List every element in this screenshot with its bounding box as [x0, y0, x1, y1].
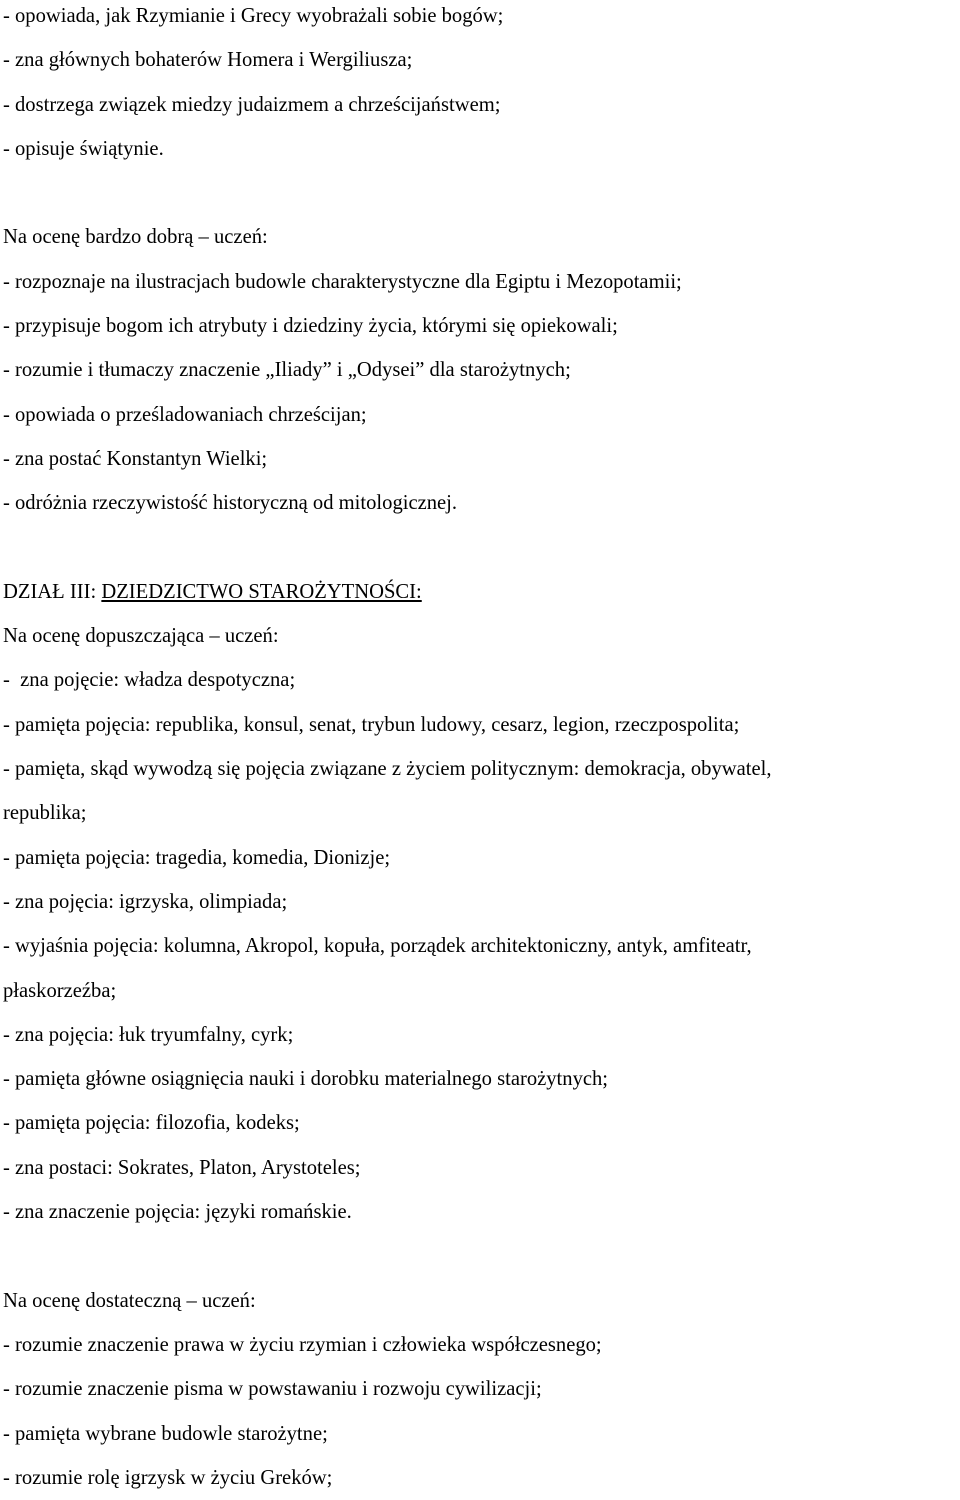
list-item: - rozpoznaje na ilustracjach budowle charakterystyczne dla Egiptu i Mezopotamii; — [3, 270, 682, 293]
list-item: - pamięta wybrane budowle starożytne; — [3, 1422, 328, 1445]
list-item: republika; — [3, 802, 87, 825]
list-item: - opowiada, jak Rzymianie i Grecy wyobrażali sobie bogów; — [3, 5, 504, 27]
spacer — [3, 171, 958, 215]
list-item: - opisuje świątynie. — [3, 137, 164, 160]
list-item: - zna pojęcie: władza despotyczna; — [3, 669, 296, 692]
list-item: - pamięta pojęcia: republika, konsul, senat, trybun ludowy, cesarz, legion, rzeczpospolita; — [3, 713, 740, 736]
section-label: DZIAŁ III: — [3, 580, 102, 603]
list-item: - przypisuje bogom ich atrybuty i dziedziny życia, którymi się opiekowali; — [3, 315, 618, 338]
spacer — [3, 1234, 958, 1278]
grade-heading: Na ocenę dostateczną – uczeń: — [3, 1289, 256, 1312]
section1-tail-list — [3, 0, 958, 171]
list-item: - pamięta, skąd wywodzą się pojęcia związane z życiem politycznym: demokracja, obywatel, — [3, 758, 772, 781]
list-item: - wyjaśnia pojęcia: kolumna, Akropol, kopuła, porządek architektoniczny, antyk, amfiteatr, — [3, 935, 752, 958]
list-item: - zna pojęcia: igrzyska, olimpiada; — [3, 890, 288, 913]
list-item: - rozumie i tłumaczy znaczenie „Iliady” i „Odysei” dla starożytnych; — [3, 359, 571, 382]
grade-heading: Na ocenę dopuszczająca – uczeń: — [3, 625, 279, 648]
grade-heading: Na ocenę bardzo dobrą – uczeń: — [3, 226, 268, 249]
list-item: - rozumie rolę igrzysk w życiu Greków; — [3, 1466, 333, 1489]
list-item: płaskorzeźba; — [3, 979, 117, 1002]
list-item: - pamięta pojęcia: filozofia, kodeks; — [3, 1112, 300, 1135]
list-item: - dostrzega związek miedzy judaizmem a chrześcijaństwem; — [3, 93, 501, 116]
list-item: - zna pojęcia: łuk tryumfalny, cyrk; — [3, 1023, 294, 1046]
list-item: - zna znaczenie pojęcia: języki romańskie. — [3, 1201, 352, 1224]
spacer — [3, 526, 958, 570]
list-item: - zna postaci: Sokrates, Platon, Arystoteles; — [3, 1156, 361, 1179]
list-item: - pamięta główne osiągnięcia nauki i dorobku materialnego starożytnych; — [3, 1068, 609, 1091]
grade-satisfactory-section — [3, 1279, 958, 1500]
list-item: - zna głównych bohaterów Homera i Wergiliusza; — [3, 49, 413, 72]
list-item: - rozumie znaczenie pisma w powstawaniu i rozwoju cywilizacji; — [3, 1378, 542, 1401]
grade-very-good-section — [3, 215, 958, 525]
document-page — [3, 0, 958, 1500]
list-item: - opowiada o prześladowaniach chrześcijan; — [3, 403, 367, 426]
section-heading — [3, 570, 958, 614]
list-item: - zna postać Konstantyn Wielki; — [3, 447, 268, 470]
section-title: DZIEDZICTWO STAROŻYTNOŚCI: — [101, 580, 422, 603]
list-item: - pamięta pojęcia: tragedia, komedia, Dionizje; — [3, 846, 391, 869]
grade-sufficient-section — [3, 614, 958, 1234]
list-item: - odróżnia rzeczywistość historyczną od mitologicznej. — [3, 492, 458, 515]
list-item: - rozumie znaczenie prawa w życiu rzymian i człowieka współczesnego; — [3, 1333, 602, 1356]
